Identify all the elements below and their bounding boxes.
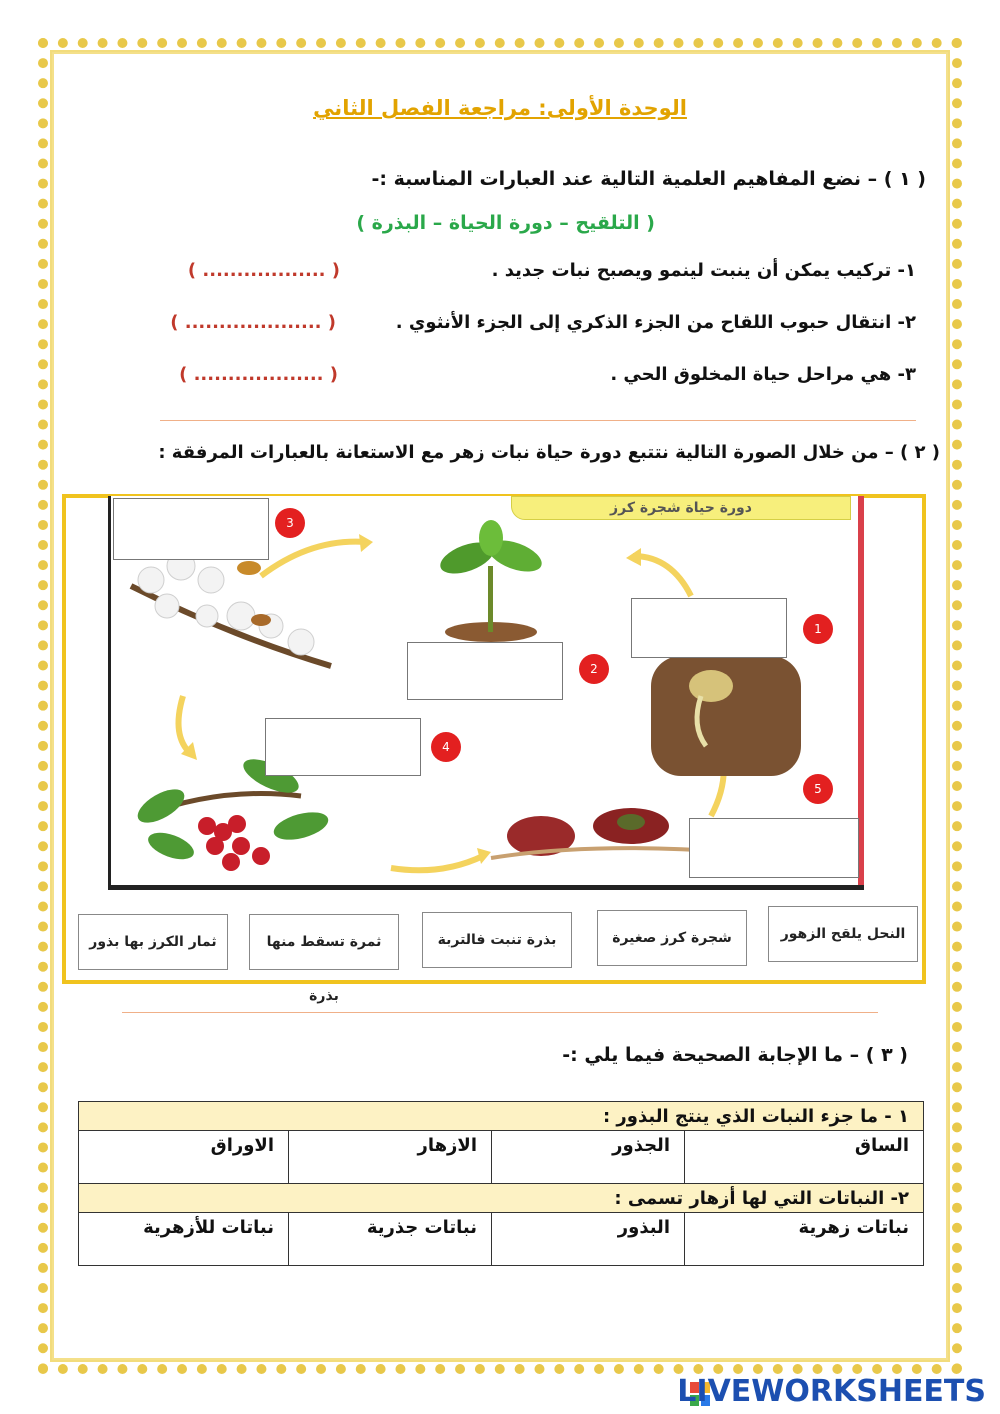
divider bbox=[160, 420, 916, 421]
cherry-life-cycle-diagram bbox=[108, 496, 864, 890]
answer-box-stage-3[interactable] bbox=[113, 498, 269, 560]
diagram-banner: دورة حياة شجرة كرز bbox=[511, 496, 851, 520]
stage-marker-2: 2 bbox=[579, 654, 609, 684]
q1-answer-blank-1[interactable]: ( .................. ) bbox=[187, 260, 340, 281]
divider bbox=[122, 1012, 878, 1013]
statement-card-5[interactable]: ثمار الكرز بها بذور bbox=[78, 914, 228, 970]
statement-card-1[interactable]: النحل يلقح الزهور bbox=[768, 906, 918, 962]
mcq-option[interactable]: الساق bbox=[685, 1131, 924, 1184]
mcq-option[interactable]: الجذور bbox=[492, 1131, 685, 1184]
mcq-option[interactable]: الازهار bbox=[289, 1131, 492, 1184]
q1-word-bank: ( التلقيح – دورة الحياة – البذرة ) bbox=[356, 212, 655, 234]
q1-item-1: ١- تركيب يمكن أن ينبت لينمو ويصبح نبات جديد . bbox=[491, 260, 916, 281]
mcq-option[interactable]: الاوراق bbox=[79, 1131, 289, 1184]
stage-marker-5: 5 bbox=[803, 774, 833, 804]
mcq-option[interactable]: البذور bbox=[492, 1213, 685, 1266]
q1-answer-blank-2[interactable]: ( .................... ) bbox=[170, 312, 336, 333]
answer-box-stage-1[interactable] bbox=[631, 598, 787, 658]
stage-marker-4: 4 bbox=[431, 732, 461, 762]
mcq-question-2: ٢- النباتات التي لها أزهار تسمى : bbox=[79, 1184, 924, 1213]
stage-marker-1: 1 bbox=[803, 614, 833, 644]
mcq-table bbox=[78, 1101, 924, 1266]
q1-item-3: ٣- هي مراحل حياة المخلوق الحي . bbox=[610, 364, 916, 385]
q3-heading: ( ٣ ) – ما الإجابة الصحيحة فيما يلي :- bbox=[562, 1044, 908, 1066]
statement-card-2[interactable]: شجرة كرز صغيرة bbox=[597, 910, 747, 966]
q2-heading: ( ٢ ) – من خلال الصورة التالية نتتبع دورة حياة نبات زهر مع الاستعانة بالعبارات المرفقة : bbox=[158, 442, 940, 463]
answer-box-stage-5[interactable] bbox=[689, 818, 859, 878]
stage-marker-3: 3 bbox=[275, 508, 305, 538]
q1-item-2: ٢- انتقال حبوب اللقاح من الجزء الذكري إلى الجزء الأنثوي . bbox=[395, 312, 916, 333]
mcq-option[interactable]: نباتات للأزهرية bbox=[79, 1213, 289, 1266]
q1-heading: ( ١ ) – نضع المفاهيم العلمية التالية عند العبارات المناسبة :- bbox=[371, 168, 926, 190]
page-title: الوحدة الأولى: مراجعة الفصل الثاني bbox=[313, 96, 687, 120]
liveworksheets-logo[interactable]: LIVEWORKSHEETS bbox=[677, 1374, 986, 1409]
answer-box-stage-2[interactable] bbox=[407, 642, 563, 700]
statement-card-3[interactable]: بذرة تنبت فالتربة bbox=[422, 912, 572, 968]
statement-card-4[interactable]: ثمرة تسقط منها بذرة bbox=[249, 914, 399, 970]
answer-box-stage-4[interactable] bbox=[265, 718, 421, 776]
mcq-option[interactable]: نباتات جذرية bbox=[289, 1213, 492, 1266]
mcq-option[interactable]: نباتات زهرية bbox=[685, 1213, 924, 1266]
q1-answer-blank-3[interactable]: ( ................... ) bbox=[179, 364, 338, 385]
mcq-question-1: ١ - ما جزء النبات الذي ينتج البذور : bbox=[79, 1102, 924, 1131]
